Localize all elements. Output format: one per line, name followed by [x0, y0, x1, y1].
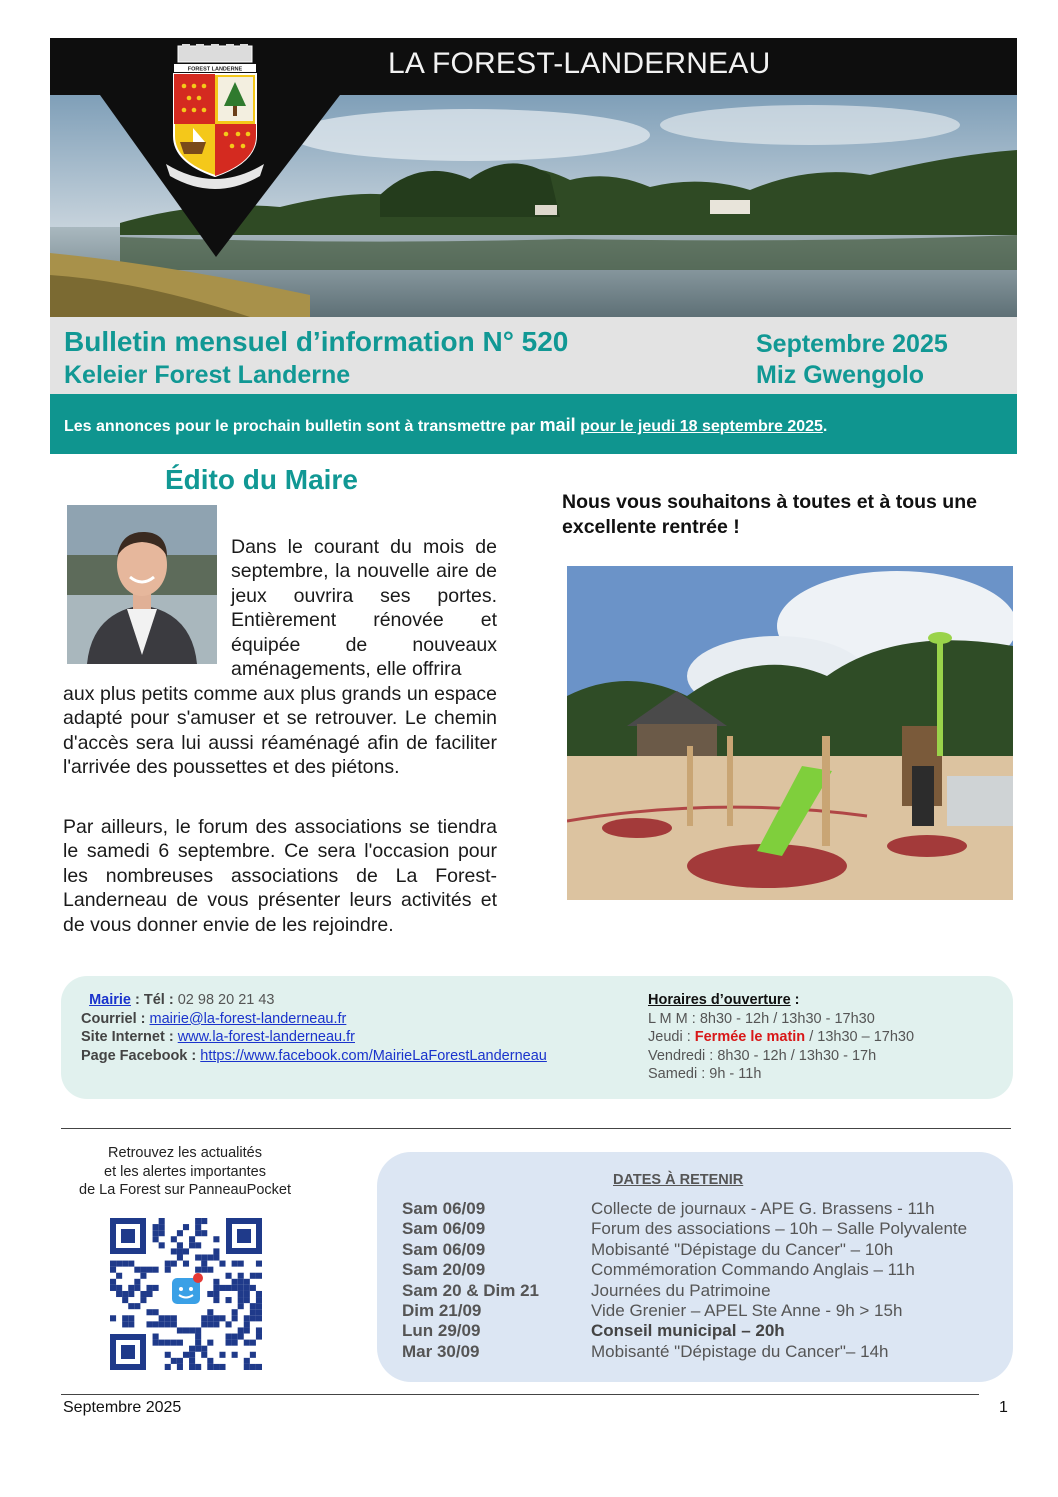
qr-module — [153, 1309, 159, 1315]
qr-module — [177, 1364, 183, 1370]
qr-module — [183, 1248, 189, 1254]
qr-module — [238, 1279, 244, 1285]
qr-module — [232, 1261, 238, 1267]
qr-module — [189, 1352, 195, 1358]
qr-module — [153, 1230, 159, 1236]
qr-module — [171, 1261, 177, 1267]
qr-module — [195, 1224, 201, 1230]
contact-facebook-line — [81, 1047, 547, 1066]
qr-module — [207, 1267, 213, 1273]
qr-module — [232, 1279, 238, 1285]
qr-module — [238, 1261, 244, 1267]
qr-module — [171, 1358, 177, 1364]
qr-module — [195, 1254, 201, 1260]
qr-module — [153, 1285, 159, 1291]
qr-module — [195, 1327, 201, 1333]
qr-module — [159, 1218, 165, 1224]
qr-module — [238, 1291, 244, 1297]
qr-module — [207, 1291, 213, 1297]
qr-module — [134, 1267, 140, 1273]
event-label: Collecte de journaux - APE G. Brassens - 11h — [591, 1199, 935, 1218]
event-label: Mobisanté "Dépistage du Cancer" – 10h — [591, 1239, 894, 1259]
qr-module — [183, 1261, 189, 1267]
edito-title: Édito du Maire — [165, 464, 358, 495]
qr-module — [116, 1261, 122, 1267]
qr-module — [219, 1352, 225, 1358]
date-label: Sam 06/09 — [402, 1199, 486, 1218]
qr-module — [256, 1273, 262, 1279]
hours-title: Horaires d’ouverture — [648, 992, 791, 1008]
qr-module — [140, 1273, 146, 1279]
qr-module — [159, 1321, 165, 1327]
qr-module — [195, 1218, 201, 1224]
qr-module — [177, 1248, 183, 1254]
panneaupocket-text — [60, 1144, 310, 1200]
qr-module — [159, 1340, 165, 1346]
announcement-mail-word: mail — [539, 415, 576, 435]
qr-module — [250, 1309, 256, 1315]
qr-module — [128, 1315, 134, 1321]
qr-module — [226, 1321, 232, 1327]
qr-module — [244, 1364, 250, 1370]
qr-module — [177, 1358, 183, 1364]
qr-module — [256, 1315, 262, 1321]
qr-module — [207, 1364, 213, 1370]
qr-module — [177, 1340, 183, 1346]
announcement-text — [64, 415, 827, 436]
qr-module — [244, 1315, 250, 1321]
qr-module — [171, 1236, 177, 1242]
town-name: LA FOREST-LANDERNEAU — [388, 47, 771, 80]
date-label: Sam 20/09 — [402, 1260, 486, 1280]
qr-module — [213, 1321, 219, 1327]
hours-samedi: Samedi : 9h - 11h — [648, 1066, 762, 1083]
qr-module — [146, 1291, 152, 1297]
event-label: Conseil municipal – 20h — [591, 1321, 785, 1341]
qr-module — [256, 1303, 262, 1309]
edito-paragraph-1-start: Dans le courant du mois de septembre, la nouvelle aire de jeux ouvrira ses portes. Entièrement rénovée et équipée de nouveaux aménagements, elle offrira — [231, 536, 497, 681]
qr-module — [177, 1230, 183, 1236]
event-label: Commémoration Commando Anglais – 11h — [591, 1260, 915, 1280]
qr-module — [165, 1340, 171, 1346]
playground-photo — [567, 566, 1013, 900]
qr-module — [201, 1218, 207, 1224]
qr-module — [201, 1254, 207, 1260]
bulletin-title: Bulletin mensuel d’information N° 520 — [64, 326, 569, 357]
qr-module — [250, 1303, 256, 1309]
date-label: Lun 29/09 — [402, 1321, 481, 1341]
announcement-suffix: . — [822, 418, 828, 435]
qr-module — [110, 1279, 116, 1285]
panneaupocket-line-2: et les alertes importantes — [104, 1163, 266, 1180]
contact-details — [81, 991, 547, 1065]
section-divider — [61, 1128, 1011, 1129]
qr-module — [189, 1242, 195, 1248]
qr-module — [232, 1352, 238, 1358]
contact-mairie-line — [81, 991, 547, 1010]
qr-module — [207, 1340, 213, 1346]
qr-module — [250, 1364, 256, 1370]
site-label: Site Internet : — [81, 1029, 178, 1046]
announcement-prefix: Les annonces pour le prochain bulletin sont à transmettre par — [64, 418, 540, 435]
edito-paragraph-2: Par ailleurs, le forum des associations se tiendra le samedi 6 septembre. Ce sera l'occasion pour les nombreuses associations de La Forest-Landerneau de vous présenter leurs activités et de vous donner envie de les rejoindre. — [63, 816, 497, 936]
qr-module — [256, 1261, 262, 1267]
qr-module — [201, 1267, 207, 1273]
email-link[interactable]: mairie@la-forest-landerneau.fr — [149, 1010, 347, 1027]
mairie-link[interactable]: Mairie — [89, 992, 131, 1008]
qr-module — [165, 1321, 171, 1327]
qr-module — [153, 1334, 159, 1340]
qr-module — [201, 1315, 207, 1321]
qr-module — [128, 1291, 134, 1297]
qr-module — [134, 1285, 140, 1291]
qr-module — [159, 1242, 165, 1248]
qr-module — [226, 1285, 232, 1291]
qr-module — [256, 1334, 262, 1340]
qr-module — [165, 1267, 171, 1273]
qr-module — [213, 1285, 219, 1291]
qr-module — [232, 1315, 238, 1321]
date-row — [402, 1199, 935, 1219]
date-row — [402, 1321, 785, 1341]
qr-module — [256, 1327, 262, 1333]
qr-module — [110, 1267, 116, 1273]
qr-module — [195, 1334, 201, 1340]
qr-module — [165, 1364, 171, 1370]
dates-title: DATES À RETENIR — [613, 1172, 744, 1188]
qr-module — [183, 1327, 189, 1333]
hours-title-line — [648, 991, 914, 1010]
qr-module — [146, 1285, 152, 1291]
opening-hours — [648, 991, 914, 1084]
qr-module — [213, 1291, 219, 1297]
qr-module — [183, 1352, 189, 1358]
qr-module — [238, 1285, 244, 1291]
qr-module — [195, 1340, 201, 1346]
qr-module — [226, 1297, 232, 1303]
panneaupocket-qr-code[interactable] — [110, 1218, 262, 1370]
qr-module — [159, 1224, 165, 1230]
qr-module — [244, 1279, 250, 1285]
date-label: Sam 06/09 — [402, 1239, 486, 1259]
qr-module — [153, 1236, 159, 1242]
qr-module — [213, 1315, 219, 1321]
qr-module — [244, 1321, 250, 1327]
qr-module — [256, 1297, 262, 1303]
qr-module — [201, 1321, 207, 1327]
qr-module — [195, 1346, 201, 1352]
town-crest-logo — [160, 44, 270, 194]
contact-email-line — [81, 1010, 547, 1029]
qr-module — [256, 1364, 262, 1370]
qr-module — [195, 1230, 201, 1236]
qr-module — [213, 1236, 219, 1242]
date-row — [402, 1281, 771, 1301]
facebook-link[interactable]: https://www.facebook.com/MairieLaForestLanderneau — [200, 1047, 547, 1064]
contact-site-line — [81, 1028, 547, 1047]
qr-module — [116, 1273, 122, 1279]
hours-vendredi: Vendredi : 8h30 - 12h / 13h30 - 17h — [648, 1047, 877, 1064]
qr-module — [238, 1297, 244, 1303]
website-link[interactable]: www.la-forest-landerneau.fr — [177, 1029, 355, 1046]
qr-module — [165, 1315, 171, 1321]
announcement-deadline: pour le jeudi 18 septembre 2025 — [580, 418, 823, 435]
qr-module — [207, 1321, 213, 1327]
qr-module — [140, 1291, 146, 1297]
qr-module — [213, 1279, 219, 1285]
page-number: 1 — [999, 1399, 1008, 1416]
qr-module — [238, 1327, 244, 1333]
qr-module — [244, 1291, 250, 1297]
hours-lmm: L M M : 8h30 - 12h / 13h30 - 17h30 — [648, 1010, 875, 1027]
qr-module — [232, 1309, 238, 1315]
footer-date: Septembre 2025 — [63, 1399, 182, 1416]
qr-module — [134, 1279, 140, 1285]
qr-module — [219, 1315, 225, 1321]
qr-module — [153, 1224, 159, 1230]
qr-module — [256, 1309, 262, 1315]
qr-module — [238, 1303, 244, 1309]
bulletin-month: Septembre 2025 — [756, 330, 948, 358]
qr-module — [232, 1340, 238, 1346]
qr-module — [171, 1315, 177, 1321]
qr-module — [238, 1273, 244, 1279]
qr-module — [128, 1303, 134, 1309]
qr-module — [146, 1267, 152, 1273]
event-label: Forum des associations – 10h – Salle Polyvalente — [591, 1219, 968, 1239]
event-label: Mobisanté "Dépistage du Cancer"– 14h — [591, 1341, 889, 1361]
qr-module — [201, 1346, 207, 1352]
qr-module — [159, 1315, 165, 1321]
qr-module — [213, 1297, 219, 1303]
qr-module — [207, 1358, 213, 1364]
qr-module — [244, 1340, 250, 1346]
mayor-portrait-photo — [67, 505, 217, 664]
qr-module — [122, 1291, 128, 1297]
jeudi-closed: Fermée le matin — [694, 1029, 806, 1046]
panneaupocket-line-1: Retrouvez les actualités — [108, 1145, 262, 1161]
qr-module — [213, 1248, 219, 1254]
qr-module — [110, 1285, 116, 1291]
qr-module — [250, 1340, 256, 1346]
qr-module — [128, 1321, 134, 1327]
qr-module — [213, 1254, 219, 1260]
qr-module — [116, 1291, 122, 1297]
qr-module — [153, 1267, 159, 1273]
qr-module — [128, 1261, 134, 1267]
qr-module — [250, 1315, 256, 1321]
qr-module — [110, 1261, 116, 1267]
qr-module — [195, 1364, 201, 1370]
date-label: Dim 21/09 — [402, 1301, 482, 1320]
qr-module — [226, 1340, 232, 1346]
qr-module — [256, 1291, 262, 1297]
qr-module — [244, 1285, 250, 1291]
qr-module — [122, 1297, 128, 1303]
qr-module — [189, 1358, 195, 1364]
qr-module — [128, 1285, 134, 1291]
qr-module — [213, 1364, 219, 1370]
qr-module — [219, 1285, 225, 1291]
qr-module — [171, 1321, 177, 1327]
bulletin-month-breton: Miz Gwengolo — [756, 361, 925, 389]
email-label: Courriel : — [81, 1010, 150, 1027]
qr-module — [146, 1321, 152, 1327]
qr-module — [201, 1261, 207, 1267]
welcome-message: Nous vous souhaitons à toutes et à tous une excellente rentrée ! — [562, 491, 977, 538]
footer-divider — [61, 1394, 979, 1395]
qr-module — [226, 1273, 232, 1279]
date-label: Sam 06/09 — [402, 1219, 486, 1239]
qr-module — [177, 1327, 183, 1333]
qr-module — [165, 1352, 171, 1358]
tel-label: : Tél : — [130, 992, 178, 1008]
qr-module — [238, 1334, 244, 1340]
tel-value: 02 98 20 21 43 — [177, 992, 275, 1008]
qr-module — [183, 1224, 189, 1230]
jeudi-label: Jeudi : — [648, 1029, 695, 1046]
qr-module — [232, 1334, 238, 1340]
qr-module — [122, 1315, 128, 1321]
date-row — [402, 1342, 888, 1362]
qr-module — [189, 1364, 195, 1370]
qr-module — [189, 1327, 195, 1333]
hours-title-suffix: : — [790, 992, 800, 1008]
qr-module — [159, 1230, 165, 1236]
qr-module — [165, 1261, 171, 1267]
date-row — [402, 1260, 915, 1280]
qr-module — [250, 1285, 256, 1291]
qr-module — [146, 1309, 152, 1315]
qr-module — [177, 1242, 183, 1248]
date-label: Mar 30/09 — [402, 1341, 480, 1361]
event-label: Vide Grenier – APEL Ste Anne - 9h > 15h — [591, 1301, 903, 1320]
qr-module — [244, 1297, 250, 1303]
qr-module — [177, 1254, 183, 1260]
jeudi-hours: / 13h30 – 17h30 — [805, 1029, 915, 1046]
qr-module — [201, 1230, 207, 1236]
qr-module — [195, 1242, 201, 1248]
qr-module — [201, 1352, 207, 1358]
qr-module — [244, 1358, 250, 1364]
qr-module — [171, 1248, 177, 1254]
date-row — [402, 1240, 893, 1260]
qr-module — [207, 1309, 213, 1315]
date-label: Sam 20 & Dim 21 — [402, 1280, 540, 1300]
panneaupocket-line-3: de La Forest sur PanneauPocket — [79, 1182, 291, 1198]
date-row — [402, 1301, 902, 1321]
qr-module — [116, 1285, 122, 1291]
qr-module — [189, 1236, 195, 1242]
qr-module — [232, 1285, 238, 1291]
qr-module — [226, 1334, 232, 1340]
qr-module — [153, 1321, 159, 1327]
qr-module — [189, 1346, 195, 1352]
qr-module — [122, 1321, 128, 1327]
qr-module — [207, 1315, 213, 1321]
svg-text:FOREST LANDERNE: FOREST LANDERNE — [187, 66, 243, 73]
qr-module — [140, 1267, 146, 1273]
qr-module — [250, 1352, 256, 1358]
qr-module — [171, 1340, 177, 1346]
qr-module — [134, 1303, 140, 1309]
qr-module — [195, 1267, 201, 1273]
qr-module — [110, 1315, 116, 1321]
facebook-label: Page Facebook : — [81, 1047, 201, 1064]
date-row — [402, 1219, 967, 1239]
qr-module — [219, 1364, 225, 1370]
qr-module — [250, 1273, 256, 1279]
qr-module — [207, 1254, 213, 1260]
hours-jeudi — [648, 1028, 914, 1047]
qr-module — [122, 1261, 128, 1267]
event-label: Journées du Patrimoine — [591, 1280, 771, 1300]
edito-paragraph-1-end: aux plus petits comme aux plus grands un espace adapté pour s'amuser et se retrouver. Le chemin d'accès sera lui aussi réaménagé afin de faciliter l'arrivée des poussettes et des piétons. — [63, 683, 497, 779]
qr-module — [244, 1327, 250, 1333]
qr-module — [140, 1297, 146, 1303]
qr-module — [219, 1261, 225, 1267]
bulletin-title-breton: Keleier Forest Landerne — [64, 361, 351, 389]
qr-module — [153, 1340, 159, 1346]
